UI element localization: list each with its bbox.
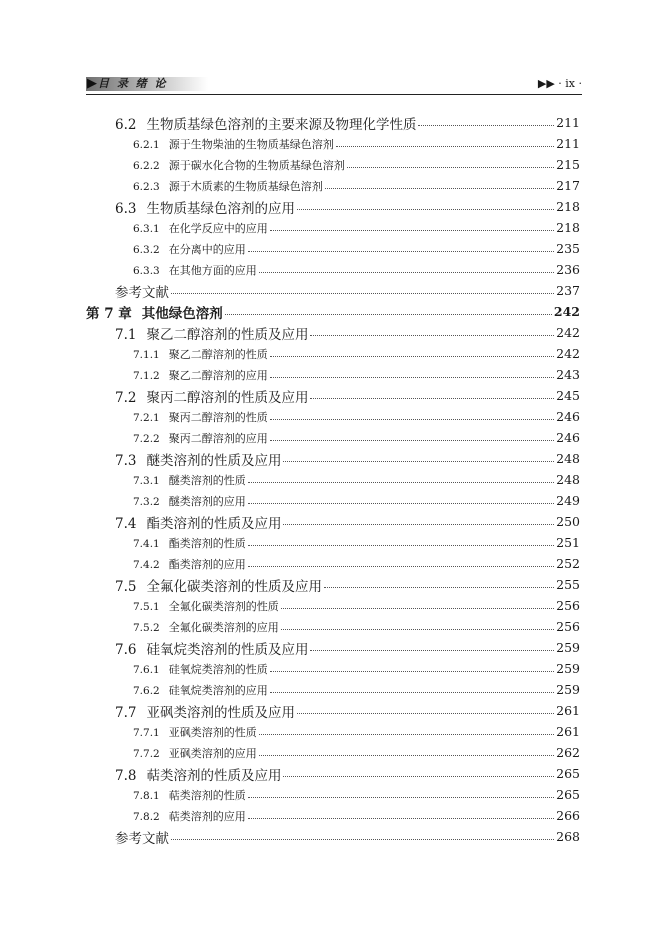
- toc-entry-label: [133, 556, 246, 572]
- toc-entry[interactable]: [86, 490, 580, 511]
- toc-entry-title: 生物质基绿色溶剂的应用: [146, 200, 295, 217]
- toc-entry-number: 第 7 章: [86, 305, 132, 322]
- toc-entry-title: 酯类溶剂的性质及应用: [146, 515, 282, 532]
- toc-entry-number: 7.7: [115, 704, 137, 721]
- toc-entry-number: 7.8: [115, 767, 137, 784]
- toc-entry-number: 6.2.3: [133, 180, 160, 193]
- toc-entry-number: 7.2.1: [133, 411, 160, 424]
- toc-entry-label: [133, 724, 257, 740]
- toc-entry-label: [133, 472, 246, 488]
- toc-entry-page: 249: [556, 493, 580, 508]
- toc-entry-page: 261: [556, 703, 580, 718]
- dot-leader: [259, 272, 554, 273]
- toc-entry-title: 源于生物柴油的生物质基绿色溶剂: [168, 137, 334, 151]
- toc-entry-page: 237: [556, 283, 580, 298]
- toc-entry-number: 6.2.2: [133, 159, 160, 172]
- dot-leader: [283, 524, 554, 525]
- dot-leader: [336, 146, 554, 147]
- toc-entry[interactable]: [86, 637, 580, 658]
- toc-entry[interactable]: [86, 154, 580, 175]
- toc-entry-page: 242: [556, 346, 580, 361]
- toc-entry-title: 萜类溶剂的性质及应用: [146, 767, 282, 784]
- toc-entry[interactable]: [86, 112, 580, 133]
- toc-entry-label: [133, 178, 323, 194]
- toc-entry-title: 亚砜类溶剂的性质及应用: [146, 704, 295, 721]
- toc-entry-label: [115, 575, 322, 595]
- dot-leader: [347, 167, 554, 168]
- dot-leader: [248, 482, 554, 483]
- toc-entry-page: 217: [556, 178, 580, 193]
- toc-entry[interactable]: [86, 658, 580, 679]
- toc-entry-label: [133, 241, 246, 257]
- toc-entry[interactable]: [86, 553, 580, 574]
- toc-entry-page: 259: [556, 682, 580, 697]
- toc-entry-number: 7.2: [115, 389, 137, 406]
- toc-entry-number: 7.7.2: [133, 747, 160, 760]
- dot-leader: [248, 545, 554, 546]
- toc-entry-number: 6.3.2: [133, 243, 160, 256]
- toc-entry-label: [115, 386, 308, 406]
- toc-entry-page: 218: [556, 220, 580, 235]
- toc-entry[interactable]: [86, 721, 580, 742]
- toc-entry-title: 生物质基绿色溶剂的主要来源及物理化学性质: [146, 116, 417, 133]
- dot-leader: [310, 650, 554, 651]
- toc-entry-number: 6.3.1: [133, 222, 160, 235]
- toc-entry[interactable]: [86, 805, 580, 826]
- toc-entry-page: 236: [556, 262, 580, 277]
- toc-entry-number: 7.1.2: [133, 369, 160, 382]
- toc-entry[interactable]: [86, 238, 580, 259]
- dot-leader: [270, 692, 554, 693]
- dot-leader: [270, 230, 554, 231]
- toc-entry-title: 醚类溶剂的性质及应用: [146, 452, 282, 469]
- toc-entry-title: 在分离中的应用: [168, 242, 246, 256]
- toc-entry-title: 全氟化碳类溶剂的性质: [168, 599, 279, 613]
- toc-entry-title: 萜类溶剂的性质: [168, 788, 246, 802]
- toc-entry-label: [115, 701, 295, 721]
- toc-entry-number: 7.7.1: [133, 726, 160, 739]
- toc-entry-number: 7.5: [115, 578, 137, 595]
- toc-entry-number: 7.1: [115, 326, 137, 343]
- toc-entry-title: 亚砜类溶剂的应用: [168, 746, 257, 760]
- toc-entry-page: 261: [556, 724, 580, 739]
- dot-leader: [248, 818, 554, 819]
- toc-entry[interactable]: [86, 679, 580, 700]
- dot-leader: [310, 398, 554, 399]
- toc-entry-page: 245: [556, 388, 580, 403]
- toc-entry-label: [133, 430, 268, 446]
- toc-entry-label: [133, 598, 279, 614]
- dot-leader: [418, 125, 554, 126]
- dot-leader: [259, 755, 554, 756]
- dot-leader: [171, 293, 554, 294]
- toc-entry-title: 聚丙二醇溶剂的应用: [168, 431, 268, 445]
- toc-entry[interactable]: [86, 595, 580, 616]
- toc-entry-title: 聚丙二醇溶剂的性质: [168, 410, 268, 424]
- toc-entry-number: 7.6.1: [133, 663, 160, 676]
- toc-entry-number: 7.4.1: [133, 537, 160, 550]
- toc-entry-label: [115, 764, 281, 784]
- dot-leader: [225, 314, 552, 315]
- toc-entry-label: [133, 535, 246, 551]
- toc-entry-number: 7.6: [115, 641, 137, 658]
- toc-entry-label: [133, 682, 268, 698]
- toc-entry-title: 参考文献: [115, 284, 169, 301]
- toc-entry-title: 酯类溶剂的性质: [168, 536, 246, 550]
- toc-entry-label: [115, 827, 169, 847]
- toc-entry-number: 7.5.2: [133, 621, 160, 634]
- toc-entry[interactable]: [86, 406, 580, 427]
- toc-entry-title: 在其他方面的应用: [168, 263, 257, 277]
- toc-entry-page: 259: [556, 640, 580, 655]
- toc-entry-page: 262: [556, 745, 580, 760]
- dot-leader: [283, 461, 554, 462]
- toc-references-entry[interactable]: [86, 280, 580, 301]
- toc-entry-title: 全氟化碳类溶剂的性质及应用: [146, 578, 322, 595]
- toc-references-entry[interactable]: [86, 826, 580, 847]
- toc-entry-label: [133, 262, 257, 278]
- toc-entry-number: 6.2.1: [133, 138, 160, 151]
- header-left-text: 目 录 绪 论: [98, 77, 168, 90]
- dot-leader: [270, 419, 554, 420]
- toc-entry-page: 242: [556, 325, 580, 340]
- toc-entry-title: 聚乙二醇溶剂的性质: [168, 347, 268, 361]
- toc-entry-label: [115, 281, 169, 301]
- toc-entry-page: 259: [556, 661, 580, 676]
- toc-entry-title: 聚乙二醇溶剂的应用: [168, 368, 268, 382]
- toc-entry-page: 266: [556, 808, 580, 823]
- dot-leader: [297, 713, 554, 714]
- toc-entry-number: 7.8.2: [133, 810, 160, 823]
- toc-entry-page: 252: [556, 556, 580, 571]
- toc-entry-page: 242: [553, 304, 580, 319]
- toc-entry-number: 7.4.2: [133, 558, 160, 571]
- toc-entry[interactable]: [86, 532, 580, 553]
- toc-entry-number: 7.6.2: [133, 684, 160, 697]
- toc-entry-page: 251: [556, 535, 580, 550]
- dot-leader: [310, 335, 554, 336]
- toc-entry-title: 亚砜类溶剂的性质: [168, 725, 257, 739]
- toc-entry-label: [133, 136, 334, 152]
- toc-entry-label: [133, 661, 268, 677]
- toc-entry-title: 醚类溶剂的应用: [168, 494, 246, 508]
- toc-entry-page: 211: [556, 115, 580, 130]
- toc-entry-label: [115, 449, 281, 469]
- toc-entry[interactable]: [86, 742, 580, 763]
- toc-entry-title: 参考文献: [115, 830, 169, 847]
- toc-entry[interactable]: [86, 784, 580, 805]
- dot-leader: [270, 356, 554, 357]
- dot-leader: [297, 209, 554, 210]
- toc-entry-page: 248: [556, 472, 580, 487]
- dot-leader: [259, 734, 554, 735]
- toc-entry-title: 全氟化碳类溶剂的应用: [168, 620, 279, 634]
- toc-entry-title: 源于木质素的生物质基绿色溶剂: [168, 179, 323, 193]
- toc-entry[interactable]: [86, 511, 580, 532]
- toc-entry-label: [133, 409, 268, 425]
- toc-entry[interactable]: [86, 175, 580, 196]
- dot-leader: [270, 377, 554, 378]
- toc-entry[interactable]: [86, 469, 580, 490]
- dot-leader: [248, 503, 554, 504]
- toc-entry-page: 265: [556, 766, 580, 781]
- toc-entry[interactable]: [86, 448, 580, 469]
- toc-entry-page: 256: [556, 619, 580, 634]
- toc-entry[interactable]: [86, 322, 580, 343]
- running-header: [86, 74, 582, 94]
- toc-entry-page: 265: [556, 787, 580, 802]
- toc-chapter-entry[interactable]: [86, 301, 580, 322]
- toc-entry-title: 在化学反应中的应用: [168, 221, 268, 235]
- toc-entry-label: [115, 113, 416, 133]
- page-number: [538, 74, 582, 94]
- toc-entry[interactable]: [86, 217, 580, 238]
- toc-entry-number: 7.3: [115, 452, 137, 469]
- toc-entry-page: 243: [556, 367, 580, 382]
- chevron-right-icon: ▶: [87, 76, 97, 91]
- toc-entry[interactable]: [86, 574, 580, 595]
- toc-entry-title: 醚类溶剂的性质: [168, 473, 246, 487]
- toc-entry-page: 248: [556, 451, 580, 466]
- toc-entry-label: [133, 808, 246, 824]
- toc-entry-page: 256: [556, 598, 580, 613]
- dot-leader: [281, 629, 554, 630]
- toc-entry-number: 6.2: [115, 116, 137, 133]
- toc-entry-page: 250: [556, 514, 580, 529]
- toc-entry-label: [133, 619, 279, 635]
- dot-leader: [325, 188, 554, 189]
- toc-entry-label: [115, 323, 308, 343]
- dot-leader: [283, 776, 554, 777]
- toc-entry-number: 7.4: [115, 515, 137, 532]
- toc-entry[interactable]: [86, 196, 580, 217]
- toc-entry[interactable]: [86, 343, 580, 364]
- toc-entry-title: 萜类溶剂的应用: [168, 809, 246, 823]
- toc-entry[interactable]: [86, 385, 580, 406]
- toc-entry-label: [133, 787, 246, 803]
- toc-entry-label: [133, 367, 268, 383]
- toc-entry-title: 其他绿色溶剂: [141, 305, 223, 322]
- dot-leader: [171, 839, 554, 840]
- toc-entry-page: 218: [556, 199, 580, 214]
- toc-entry[interactable]: [86, 700, 580, 721]
- toc-entry-page: 235: [556, 241, 580, 256]
- toc-entry-label: [115, 512, 281, 532]
- table-of-contents: [86, 112, 580, 847]
- dot-leader: [270, 440, 554, 441]
- toc-entry-label: [133, 220, 268, 236]
- dot-leader: [248, 797, 554, 798]
- dot-leader: [270, 671, 554, 672]
- toc-entry-label: [86, 302, 223, 322]
- toc-entry-title: 聚丙二醇溶剂的性质及应用: [146, 389, 309, 406]
- toc-entry-title: 源于碳水化合物的生物质基绿色溶剂: [168, 158, 345, 172]
- toc-entry-label: [133, 745, 257, 761]
- dot-leader: [248, 566, 554, 567]
- toc-entry-number: 6.3.3: [133, 264, 160, 277]
- page-number-label: · ix ·: [558, 77, 582, 90]
- toc-entry-title: 硅氧烷类溶剂的应用: [168, 683, 268, 697]
- toc-entry[interactable]: [86, 616, 580, 637]
- toc-entry-label: [133, 157, 345, 173]
- toc-entry-number: 7.1.1: [133, 348, 160, 361]
- toc-entry-number: 7.8.1: [133, 789, 160, 802]
- header-rule: [86, 94, 582, 95]
- toc-entry-page: 268: [556, 829, 580, 844]
- toc-entry[interactable]: [86, 364, 580, 385]
- toc-entry-title: 硅氧烷类溶剂的性质及应用: [146, 641, 309, 658]
- toc-entry-number: 7.3.2: [133, 495, 160, 508]
- dot-leader: [324, 587, 554, 588]
- dot-leader: [248, 251, 554, 252]
- toc-entry-number: 6.3: [115, 200, 137, 217]
- toc-entry-title: 酯类溶剂的应用: [168, 557, 246, 571]
- toc-entry-label: [115, 638, 308, 658]
- toc-entry-title: 聚乙二醇溶剂的性质及应用: [146, 326, 309, 343]
- toc-entry-label: [115, 197, 295, 217]
- toc-entry[interactable]: [86, 259, 580, 280]
- toc-entry-page: 215: [556, 157, 580, 172]
- toc-entry-label: [133, 493, 246, 509]
- toc-entry-number: 7.5.1: [133, 600, 160, 613]
- dot-leader: [281, 608, 554, 609]
- toc-entry-label: [133, 346, 268, 362]
- toc-entry-page: 246: [556, 409, 580, 424]
- double-chevron-right-icon: ▶▶: [537, 77, 555, 90]
- toc-entry[interactable]: [86, 427, 580, 448]
- toc-entry[interactable]: [86, 133, 580, 154]
- toc-entry-number: 7.2.2: [133, 432, 160, 445]
- toc-entry-page: 211: [556, 136, 580, 151]
- toc-entry-number: 7.3.1: [133, 474, 160, 487]
- toc-entry-page: 255: [556, 577, 580, 592]
- toc-entry-title: 硅氧烷类溶剂的性质: [168, 662, 268, 676]
- toc-entry[interactable]: [86, 763, 580, 784]
- toc-entry-page: 246: [556, 430, 580, 445]
